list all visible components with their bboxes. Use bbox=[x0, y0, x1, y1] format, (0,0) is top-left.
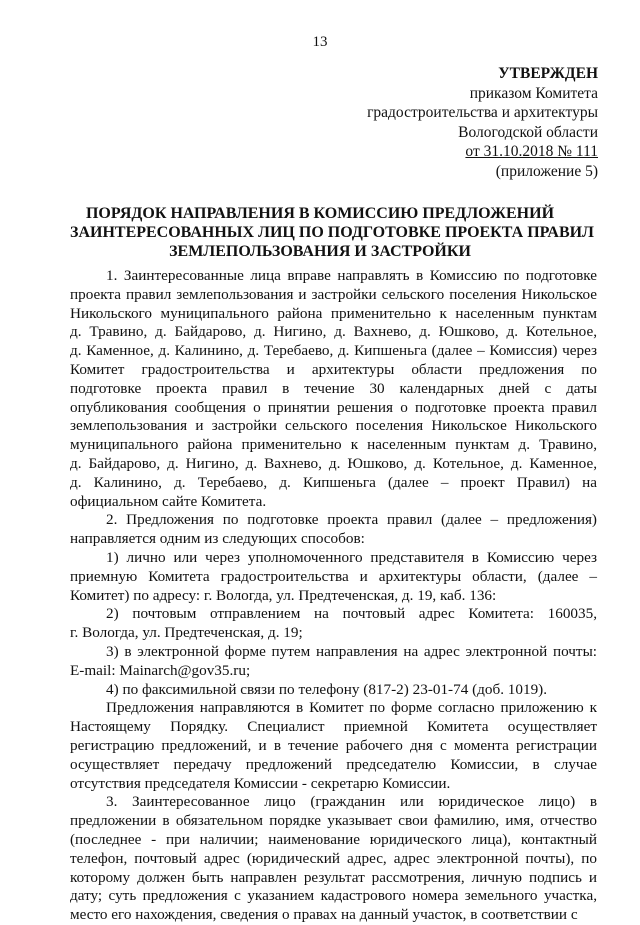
paragraph bbox=[70, 267, 597, 511]
text-line: предложении в обязательном порядке указывает свои фамилию, имя, отчество bbox=[70, 812, 597, 830]
approval-date: от 31.10.2018 № 111 bbox=[465, 143, 598, 160]
text-line: приемную Комитета градостроительства и архитектуры области, (далее – bbox=[70, 567, 597, 585]
text-line: Предложения направляются в Комитет по форме согласно приложению к bbox=[106, 699, 597, 717]
text-line: которому должен быть направлен результат рассмотрения, личную подпись и bbox=[70, 868, 597, 886]
paragraph bbox=[70, 793, 597, 925]
text-line: дату; суть предложения с указанием кадастрового номера земельного участка, bbox=[70, 887, 597, 905]
text-line: Комитет) по адресу: г. Вологда, ул. Предтеченская, д. 19, каб. 136: bbox=[70, 586, 497, 604]
approval-block bbox=[367, 64, 598, 181]
paragraph bbox=[70, 643, 597, 681]
text-line: подготовке проекта правил в течение 30 календарных дней с даты bbox=[70, 379, 597, 397]
text-line: д. Травино, д. Байдарово, д. Нигино, д. Вахнево, д. Юшково, д. Котельное, bbox=[70, 323, 597, 341]
approval-line: приказом Комитета bbox=[469, 84, 598, 102]
text-line: д. Байдарово, д. Нигино, д. Вахнево, д. Юшково, д. Котельное, д. Каменное, bbox=[70, 454, 597, 472]
text-line: (последнее - при наличии; наименование юридического лица), контактный bbox=[70, 830, 597, 848]
text-line: направляется одним из следующих способов: bbox=[70, 530, 365, 548]
text-line: 3) в электронной форме путем направления на адрес электронной почты: bbox=[106, 642, 597, 660]
text-line: 3. Заинтересованное лицо (гражданин или юридическое лицо) в bbox=[106, 793, 597, 811]
text-line: 1) лично или через уполномоченного представителя в Комиссию через bbox=[106, 548, 597, 566]
paragraph bbox=[70, 605, 597, 643]
document-body bbox=[70, 267, 597, 925]
title-line: ПОРЯДОК НАПРАВЛЕНИЯ В КОМИССИЮ ПРЕДЛОЖЕНИЙ bbox=[85, 205, 555, 222]
text-line: Комитет градостроительства и архитектуры области предложения по bbox=[70, 360, 597, 378]
text-line: регистрацию предложений, и в течение рабочего дня с момента регистрации bbox=[70, 736, 597, 754]
approval-line: Вологодской области bbox=[458, 123, 598, 141]
paragraph bbox=[70, 549, 597, 605]
text-line: телефон, почтовый адрес (юридический адрес, адрес электронной почты), по bbox=[70, 849, 597, 867]
approval-line: градостроительства и архитектуры bbox=[367, 104, 598, 121]
title-line: ЗАИНТЕРЕСОВАННЫХ ЛИЦ ПО ПОДГОТОВКЕ ПРОЕКТА ПРАВИЛ bbox=[70, 224, 594, 241]
text-line: E-mail: Mainarch@gov35.ru; bbox=[70, 661, 251, 679]
text-line: осуществляет передачу предложений председателю Комиссии, в случае bbox=[70, 755, 597, 773]
text-line: официальном сайте Комитета. bbox=[70, 492, 267, 510]
approval-annex: (приложение 5) bbox=[495, 162, 598, 180]
text-line: д. Калинино, д. Теребаево, д. Кипшеньга (далее – проект Правил) на bbox=[70, 473, 597, 491]
paragraph bbox=[70, 699, 597, 793]
text-line: отсутствия председателя Комиссии - секретарю Комиссии. bbox=[70, 774, 451, 792]
text-line: 4) по факсимильной связи по телефону (817-2) 23-01-74 (доб. 1019). bbox=[106, 680, 548, 698]
text-line: г. Вологда, ул. Предтеченская, д. 19; bbox=[70, 624, 303, 642]
text-line: Настоящему Порядку. Специалист приемной Комитета осуществляет bbox=[70, 718, 597, 736]
text-line: Никольского муниципального района применительно к населенным пунктам bbox=[70, 304, 597, 322]
text-line: место его нахождения, сведения о правах на данный участок, в соответствии с bbox=[70, 906, 578, 924]
text-line: муниципального района применительно к населенным пунктам д. Травино, bbox=[70, 436, 597, 454]
text-line: опубликования сообщения о принятии решения о подготовке проекта правил bbox=[70, 398, 597, 416]
paragraph bbox=[70, 511, 597, 549]
text-line: д. Каменное, д. Калинино, д. Теребаево, д. Кипшеньга (далее – Комиссия) через bbox=[70, 342, 597, 360]
text-line: 1. Заинтересованные лица вправе направлять в Комиссию по подготовке bbox=[106, 267, 597, 284]
text-line: 2) почтовым отправлением на почтовый адрес Комитета: 160035, bbox=[106, 605, 597, 623]
page-number: 13 bbox=[312, 34, 328, 50]
document-title bbox=[70, 204, 594, 261]
title-line: ЗЕМЛЕПОЛЬЗОВАНИЯ И ЗАСТРОЙКИ bbox=[169, 243, 471, 260]
text-line: 2. Предложения по подготовке проекта правил (далее – предложения) bbox=[106, 511, 597, 529]
text-line: землепользования и застройки сельского поселения Никольское Никольского bbox=[70, 417, 597, 435]
paragraph bbox=[70, 681, 597, 700]
approval-head: УТВЕРЖДЕН bbox=[498, 65, 598, 82]
text-line: проекта правил землепользования и застройки сельского поселения Никольское bbox=[70, 285, 597, 303]
